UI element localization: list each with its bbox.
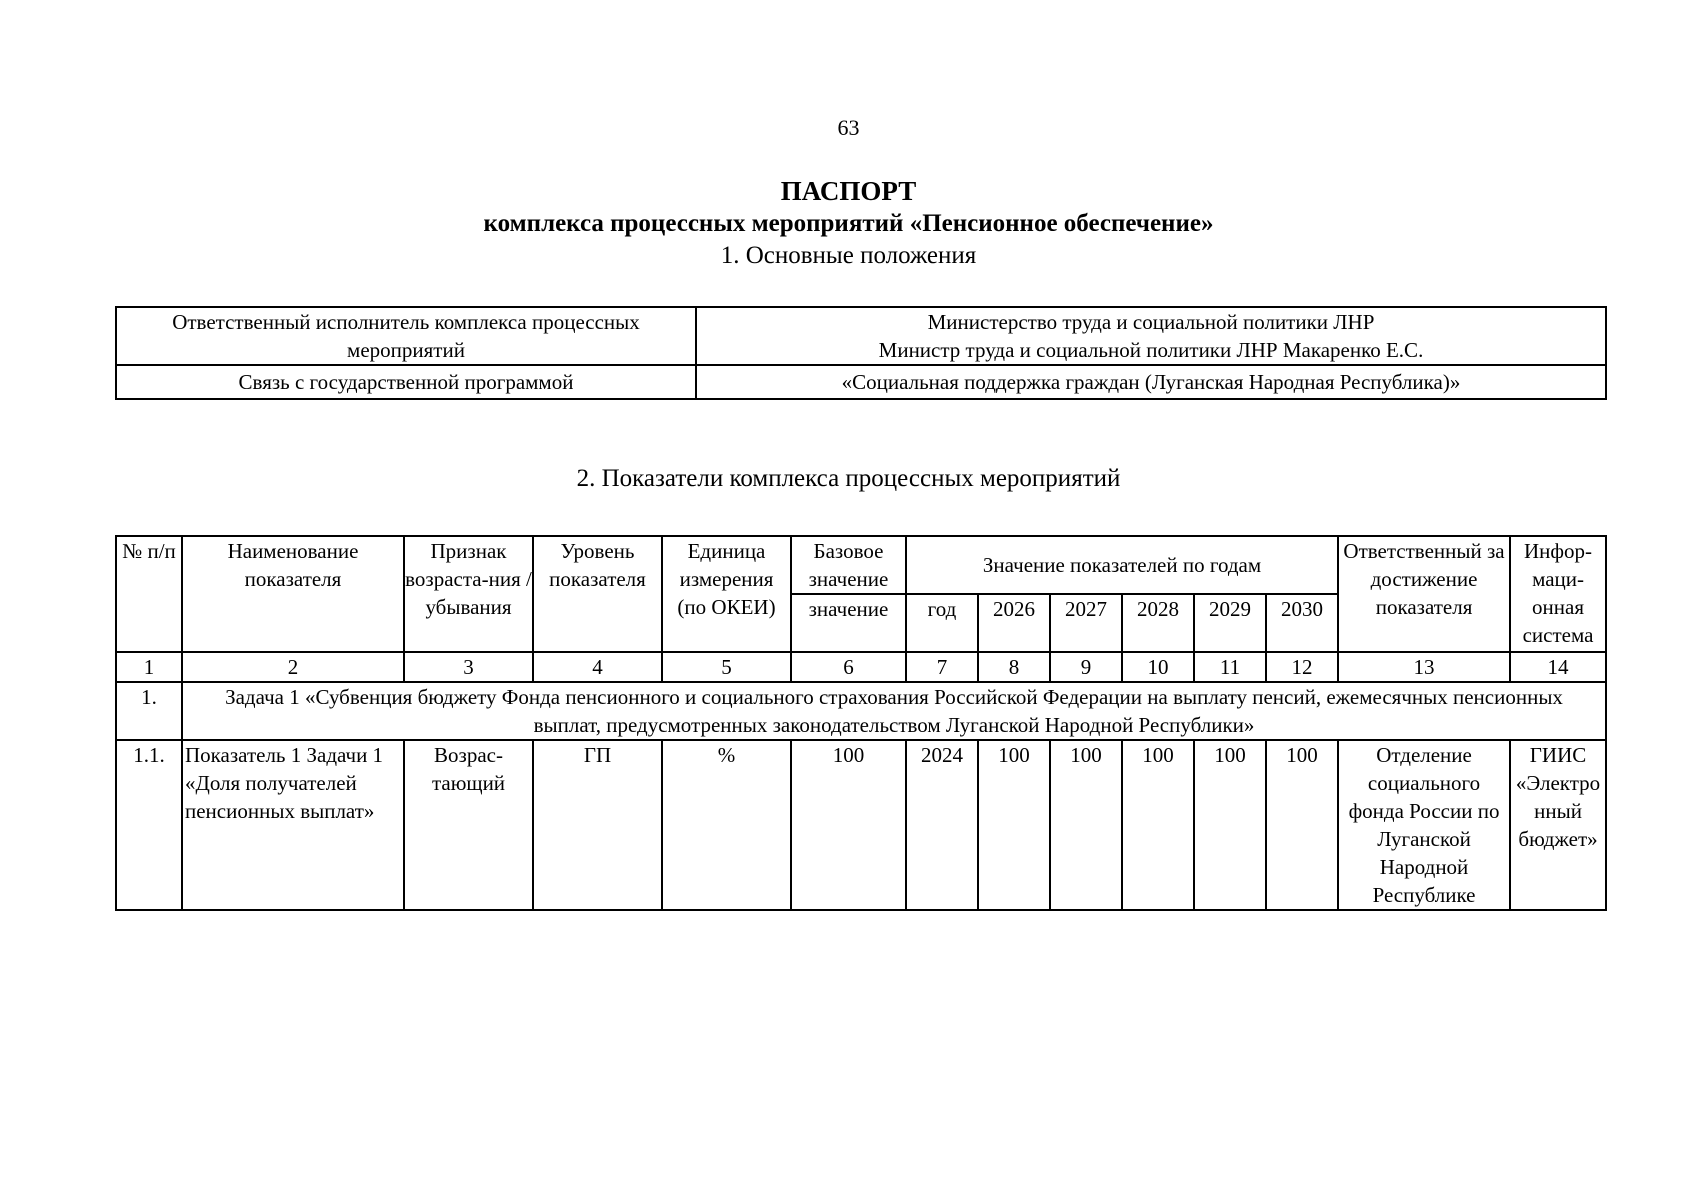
- info-label: Связь с государственной программой: [116, 365, 696, 399]
- info-row: [116, 307, 1606, 365]
- column-number: 9: [1050, 652, 1122, 682]
- column-number: 10: [1122, 652, 1194, 682]
- indicator-sign: Возрас-тающий: [404, 740, 533, 910]
- indicator-year-value: 100: [1194, 740, 1266, 910]
- info-row: [116, 365, 1606, 399]
- column-number: 14: [1510, 652, 1606, 682]
- page-number: 63: [837, 115, 860, 140]
- header-unit: Единица измерения (по ОКЕИ): [662, 536, 791, 652]
- indicator-num: 1.1.: [116, 740, 182, 910]
- header-responsible: Ответственный за достижение показателя: [1338, 536, 1510, 652]
- basic-info-table: [115, 306, 1607, 400]
- header-year: 2029: [1194, 594, 1266, 652]
- indicator-base-year: 2024: [906, 740, 978, 910]
- indicator-year-value: 100: [1266, 740, 1338, 910]
- indicator-year-value: 100: [978, 740, 1050, 910]
- header-base: Базовое значение: [791, 536, 906, 594]
- document-title: ПАСПОРТ: [780, 176, 917, 206]
- header-year: 2028: [1122, 594, 1194, 652]
- column-number: 7: [906, 652, 978, 682]
- column-number: 11: [1194, 652, 1266, 682]
- indicator-name: Показатель 1 Задачи 1 «Доля получателей пенсионных выплат»: [182, 740, 404, 910]
- info-value: [696, 307, 1606, 365]
- column-number: 6: [791, 652, 906, 682]
- header-base-value: значение: [791, 594, 906, 652]
- header-name: Наименование показателя: [182, 536, 404, 652]
- indicator-year-value: 100: [1122, 740, 1194, 910]
- column-number: 2: [182, 652, 404, 682]
- column-number-row: [116, 652, 1606, 682]
- column-number: 4: [533, 652, 662, 682]
- indicator-responsible: Отделение социального фонда России по Луганской Народной Республике: [1338, 740, 1510, 910]
- indicator-level: ГП: [533, 740, 662, 910]
- column-number: 1: [116, 652, 182, 682]
- indicator-base-value: 100: [791, 740, 906, 910]
- section-2-title: 2. Показатели комплекса процессных мероприятий: [576, 465, 1121, 492]
- info-value-line: Министерство труда и социальной политики ЛНР: [927, 310, 1375, 334]
- document-subtitle: комплекса процессных мероприятий «Пенсионное обеспечение»: [483, 210, 1214, 237]
- header-level: Уровень показателя: [533, 536, 662, 652]
- column-number: 5: [662, 652, 791, 682]
- column-number: 3: [404, 652, 533, 682]
- column-number: 12: [1266, 652, 1338, 682]
- info-value-line: Министр труда и социальной политики ЛНР Макаренко Е.С.: [878, 338, 1424, 362]
- header-year: 2030: [1266, 594, 1338, 652]
- info-label: Ответственный исполнитель комплекса процессных мероприятий: [116, 307, 696, 365]
- section-1-title: 1. Основные положения: [720, 242, 977, 269]
- header-sign: Признак возраста-ния / убывания: [404, 536, 533, 652]
- task-row: [116, 682, 1606, 740]
- indicator-system: ГИИС «Электро нный бюджет»: [1510, 740, 1606, 910]
- header-year: 2026: [978, 594, 1050, 652]
- indicator-year-value: 100: [1050, 740, 1122, 910]
- column-number: 13: [1338, 652, 1510, 682]
- column-number: 8: [978, 652, 1050, 682]
- indicators-table: [115, 535, 1607, 911]
- header-num: № п/п: [116, 536, 182, 652]
- indicator-row: [116, 740, 1606, 910]
- header-year: 2027: [1050, 594, 1122, 652]
- task-num: 1.: [116, 682, 182, 740]
- header-row: [116, 536, 1606, 594]
- header-base-year: год: [906, 594, 978, 652]
- task-text: Задача 1 «Субвенция бюджету Фонда пенсионного и социального страхования Российской Федерации на выплату пенсий, ежемесячных пенсионных выплат, предусмотренных законодательством Луганской Народной Республики»: [182, 682, 1606, 740]
- header-years-group: Значение показателей по годам: [906, 536, 1338, 594]
- header-system: Инфор-маци-онная система: [1510, 536, 1606, 652]
- info-value: «Социальная поддержка граждан (Луганская Народная Республика)»: [696, 365, 1606, 399]
- indicator-unit: %: [662, 740, 791, 910]
